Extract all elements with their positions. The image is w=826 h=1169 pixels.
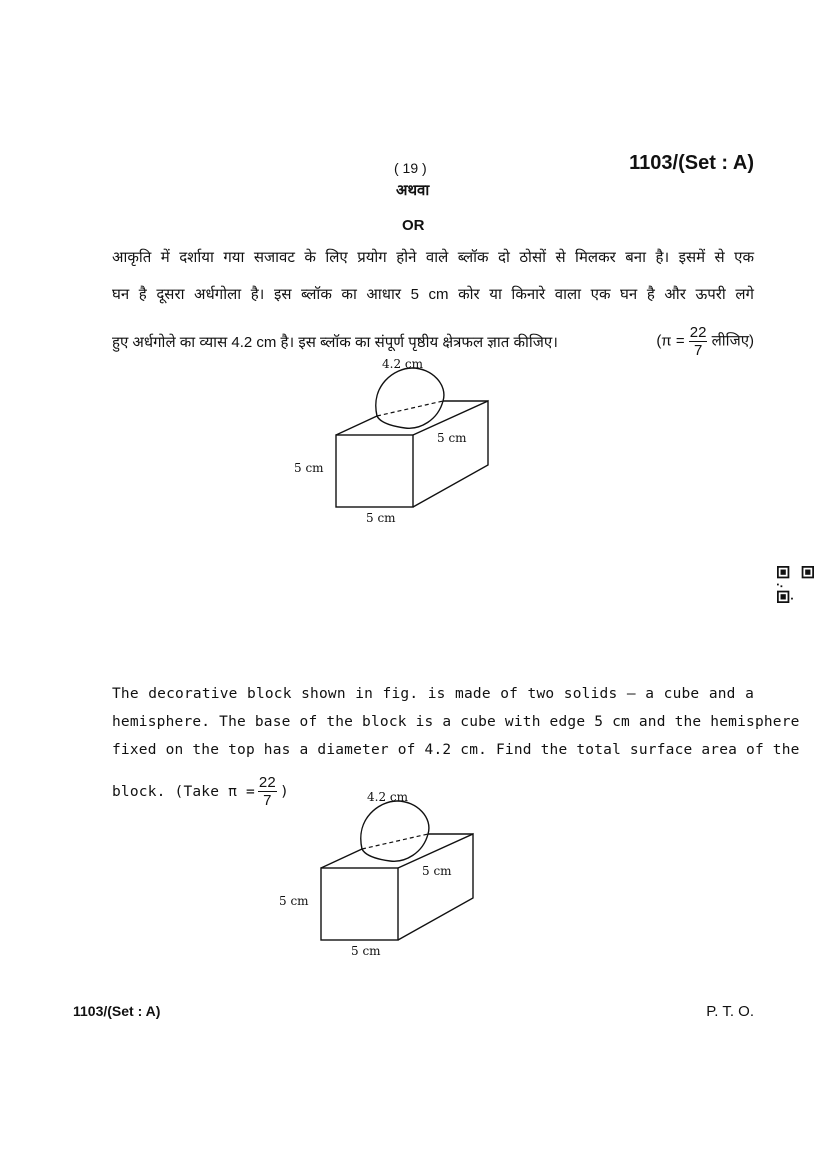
diameter-label: 4.2 cm — [382, 357, 423, 371]
qr-module — [791, 598, 793, 600]
fraction-numerator: 22 — [689, 324, 707, 341]
cube-right-face — [413, 401, 488, 507]
qr-finder-core — [805, 570, 810, 575]
pi-prefix: (π = — [656, 332, 685, 350]
cube-front-face — [321, 868, 398, 940]
hemisphere-diameter-dashed — [362, 834, 428, 849]
english-last-suffix: ) — [279, 783, 289, 800]
english-last-text: block. (Take π = — [112, 783, 255, 800]
width-label: 5 cm — [351, 944, 381, 958]
height-label: 5 cm — [294, 461, 324, 475]
hemisphere — [361, 801, 429, 861]
qr-code — [777, 566, 814, 603]
english-line-1: The decorative block shown in fig. is made of two solids – a cube and a — [112, 686, 754, 702]
pto: P. T. O. — [706, 1003, 754, 1020]
figure-english-drawing — [279, 790, 473, 958]
hemisphere-diameter-dashed — [377, 401, 443, 416]
fraction-denominator: 7 — [263, 792, 272, 809]
qr-module — [777, 584, 779, 586]
fraction-numerator: 22 — [258, 774, 276, 791]
width-label: 5 cm — [366, 511, 396, 525]
depth-label: 5 cm — [437, 431, 467, 445]
hindi-line-1: आकृति में दर्शाया गया सजावट के लिए प्रयोग होने वाले ब्लॉक दो ठोसों से मिलकर बना है। इसमें से एक — [112, 249, 754, 266]
cube-top-left-edge — [336, 416, 377, 435]
hindi-or: अथवा — [396, 182, 430, 199]
hindi-line-3-text: हुए अर्धगोले का व्यास 4.2 cm है। इस ब्लॉक का संपूर्ण पृष्ठीय क्षेत्रफल ज्ञात कीजिए। — [112, 333, 558, 351]
fraction-denominator: 7 — [693, 342, 703, 359]
cube-front-face — [336, 435, 413, 507]
english-or: OR — [402, 217, 425, 234]
height-label: 5 cm — [279, 894, 309, 908]
diameter-label: 4.2 cm — [367, 790, 408, 804]
qr-finder-core — [781, 570, 786, 575]
english-line-3: fixed on the top has a diameter of 4.2 cm. Find the total surface area of the — [112, 742, 800, 758]
pi-suffix: लीजिए) — [711, 332, 754, 350]
english-line-2: hemisphere. The base of the block is a cube with edge 5 cm and the hemisphere — [112, 714, 800, 730]
depth-label: 5 cm — [422, 864, 452, 878]
hemisphere — [376, 368, 444, 428]
hindi-line-2: घन है दूसरा अर्धगोला है। इस ब्लॉक का आधार 5 cm कोर या किनारे वाला एक घन है और ऊपरी लगे — [112, 286, 754, 303]
figure-hindi-drawing — [294, 357, 488, 525]
page-number: ( 19 ) — [394, 160, 427, 176]
cube-right-face — [398, 834, 473, 940]
cube-top-left-edge — [321, 849, 362, 868]
qr-module — [781, 585, 783, 587]
qr-finder-core — [781, 594, 786, 599]
english-line-4 — [112, 774, 289, 809]
paper-code-header: 1103/(Set : A) — [629, 152, 754, 174]
paper-code-footer: 1103/(Set : A) — [73, 1003, 161, 1019]
pi-fraction — [258, 774, 277, 809]
